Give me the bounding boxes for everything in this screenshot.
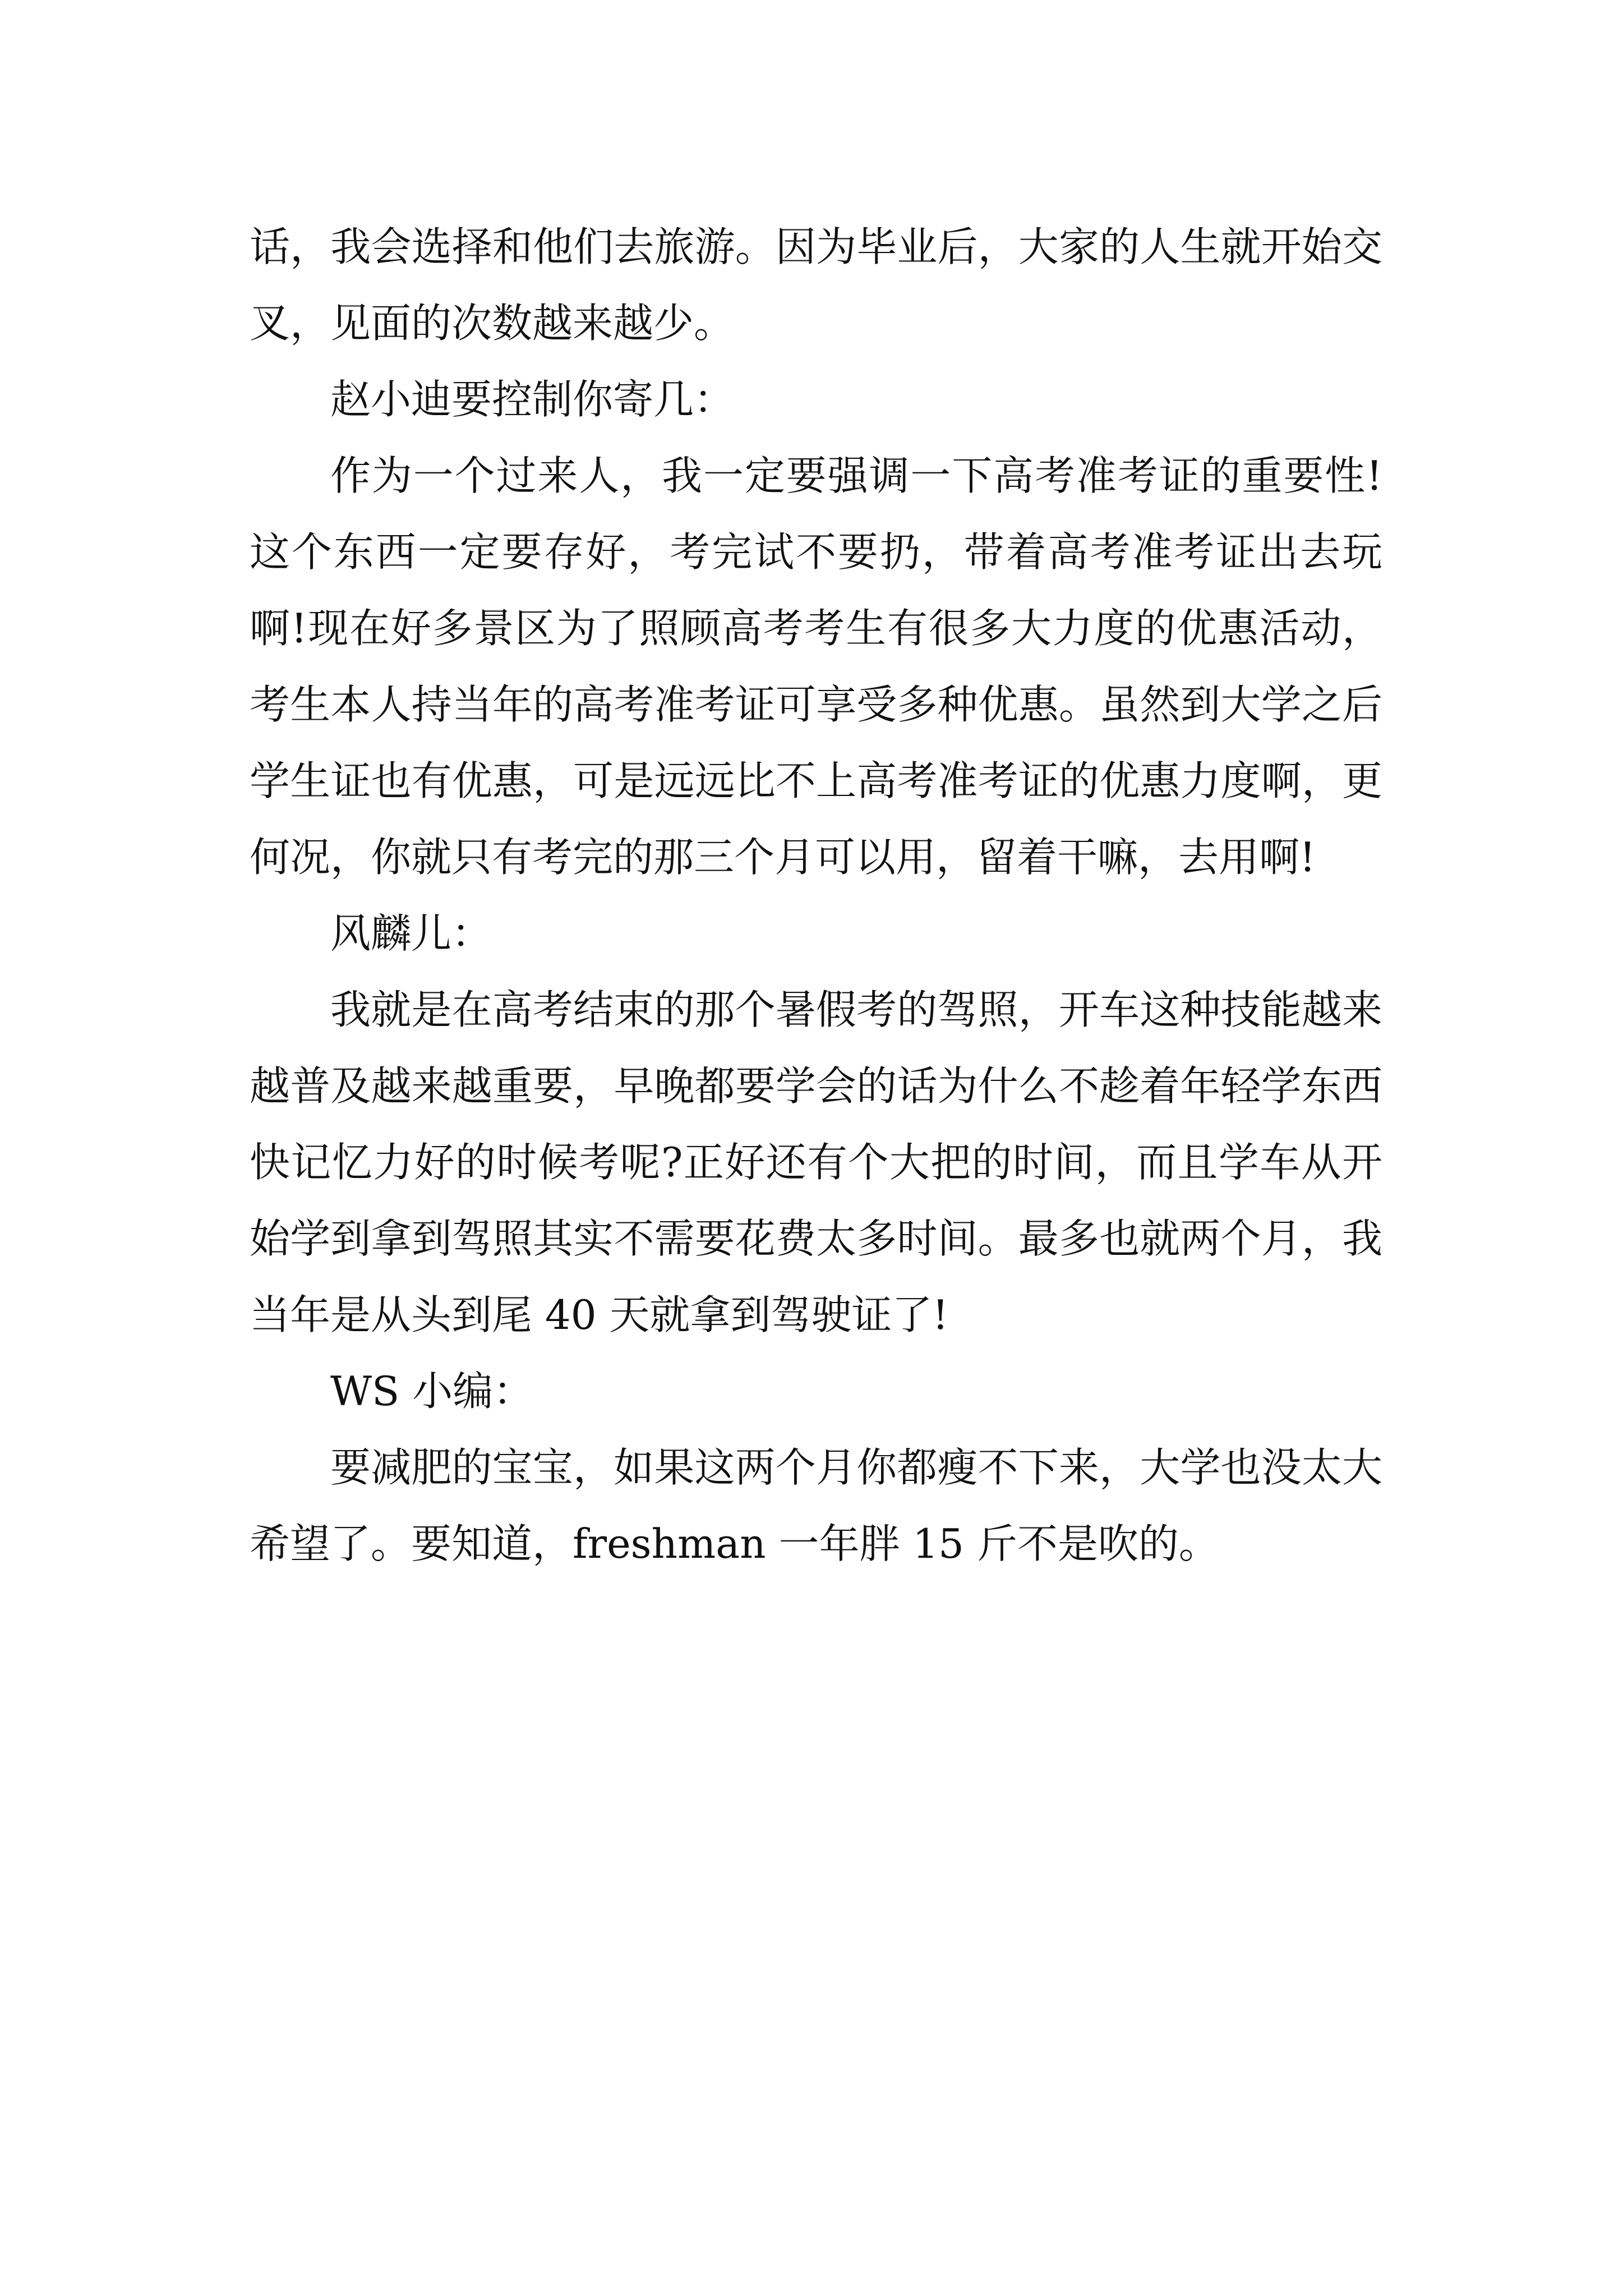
paragraph-weight-loss: 要减肥的宝宝，如果这两个月你都瘦不下来，大学也没太大希望了。要知道，freshman 一年胖 15 斤不是吹的。 — [250, 1444, 1382, 1567]
paragraph-exam-ticket: 作为一个过来人，我一定要强调一下高考准考证的重要性!这个东西一定要存好，考完试不要扔，带着高考准考证出去玩啊!现在好多景区为了照顾高考考生有很多大力度的优惠活动，考生本人持当年的高考准考证可享受多种优惠。虽然到大学之后学生证也有优惠，可是远远比不上高考准考证的优惠力度啊，更何况，你就只有考完的那三个月可以用，留着干嘛，去用啊! — [250, 452, 1382, 881]
speaker-label-feng-lin-er: 风麟儿： — [330, 910, 492, 957]
document-body — [250, 209, 1382, 1582]
paragraph-continuation: 话，我会选择和他们去旅游。因为毕业后，大家的人生就开始交叉，见面的次数越来越少。 — [250, 223, 1382, 347]
speaker-label-ws-editor: WS 小编： — [330, 1368, 534, 1415]
paragraph-driving-license: 我就是在高考结束的那个暑假考的驾照，开车这种技能越来越普及越来越重要，早晚都要学会的话为什么不趁着年轻学东西快记忆力好的时候考呢?正好还有个大把的时间，而且学车从开始学到拿到驾照其实不需要花费太多时间。最多也就两个月，我当年是从头到尾 40 天就拿到驾驶证了! — [250, 986, 1382, 1338]
speaker-label-zhao-xiaodi: 赵小迪要控制你寄几： — [330, 376, 735, 423]
